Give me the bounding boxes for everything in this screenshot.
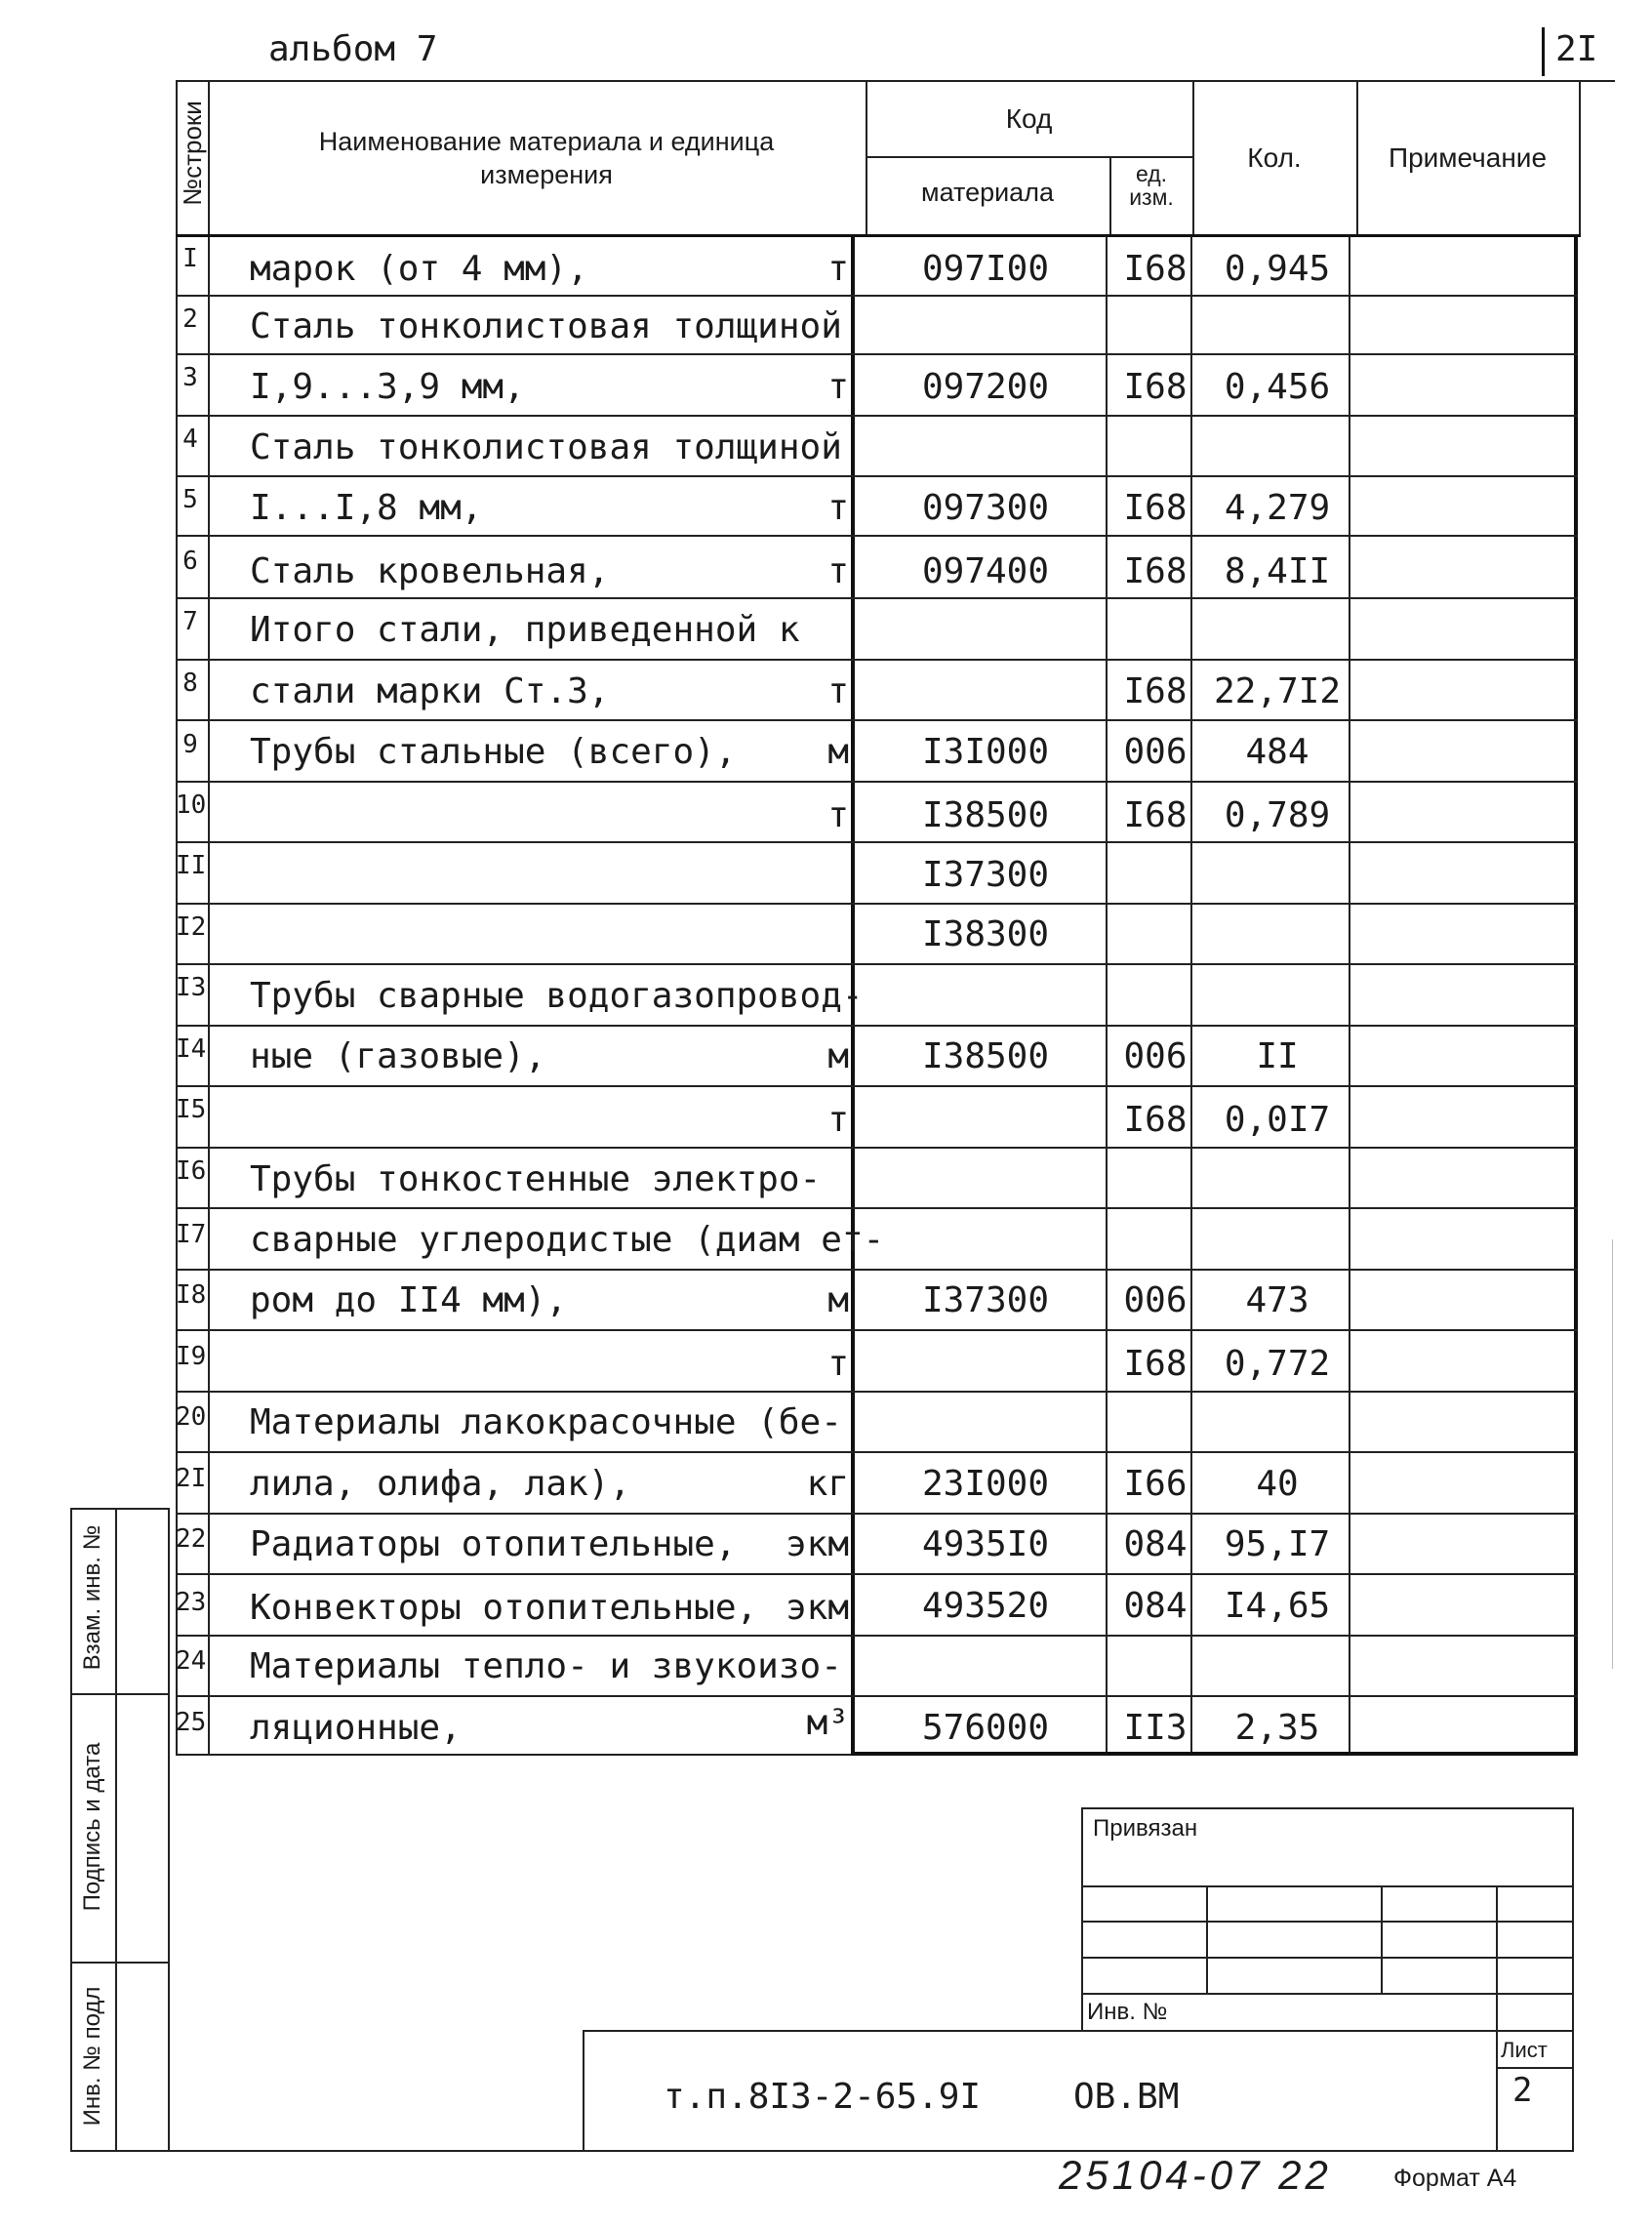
material-name: лила, олифа, лак),: [250, 1464, 631, 1504]
title-block-inner: [1206, 1885, 1208, 1993]
kod-header: Код: [1005, 103, 1053, 134]
material-code: I38300: [921, 914, 1050, 954]
material-code: I38500: [921, 795, 1050, 835]
quantity: 8,4II: [1224, 551, 1331, 591]
material-unit: т: [827, 249, 849, 289]
material-unit: т: [827, 795, 849, 835]
quantity: II: [1256, 1036, 1299, 1076]
inv-podl-label: Инв. № подл: [79, 1986, 105, 2127]
quantity: 0,789: [1224, 795, 1331, 835]
kod-material-header: материала: [921, 178, 1054, 207]
format-label: Формат А4: [1393, 2165, 1517, 2192]
quantity: 0,772: [1224, 1344, 1331, 1384]
unit-code: 006: [1123, 1280, 1188, 1320]
unit-code: 006: [1123, 1036, 1188, 1076]
material-code: 097300: [921, 488, 1050, 528]
material-name: ные (газовые),: [250, 1036, 546, 1076]
title-block-inner: [1381, 1885, 1383, 1993]
row-number: I4: [176, 1034, 207, 1064]
material-code: 097I00: [921, 249, 1050, 289]
material-name: I,9...3,9 мм,: [250, 367, 525, 407]
unit-code: 084: [1123, 1524, 1188, 1564]
row-line: [176, 1147, 1578, 1149]
quantity: 2,35: [1234, 1708, 1320, 1748]
row-line: [176, 1329, 1578, 1331]
row-number: I9: [176, 1342, 207, 1371]
material-unit: м: [827, 1280, 849, 1320]
table-top-border: [176, 80, 1581, 82]
side-stamp-right: [168, 1508, 170, 2152]
material-unit: т: [827, 1100, 849, 1140]
row-line: [176, 295, 1578, 297]
row-number: I5: [176, 1095, 207, 1124]
list-number: 2: [1512, 2071, 1533, 2110]
header-bottom-line: [176, 234, 1581, 237]
unit-code: I68: [1123, 1100, 1188, 1140]
material-name: Сталь кровельная,: [250, 551, 610, 591]
title-block-line: [1081, 1957, 1574, 1959]
rownum-divider: [208, 80, 210, 1754]
row-number: 5: [182, 485, 198, 514]
side-stamp-line: [70, 1693, 170, 1695]
quantity: 473: [1245, 1280, 1310, 1320]
row-line: [176, 1391, 1578, 1393]
podpis-data-label: Подпись и дата: [79, 1742, 105, 1912]
row-line: [176, 1513, 1578, 1515]
table-bottom-left: [176, 1754, 851, 1756]
row-line: [176, 1635, 1578, 1637]
row-number: II: [176, 851, 207, 880]
name-header: Наименование материала и единица измерения: [318, 127, 775, 189]
material-code: 493520: [921, 1586, 1050, 1626]
material-name: Материалы тепло- и звукоизо-: [250, 1646, 842, 1686]
material-unit: м: [827, 1036, 849, 1076]
unit-code: I68: [1123, 1344, 1188, 1384]
stamp-left-line: [583, 2030, 584, 2152]
row-number: I2: [176, 912, 207, 942]
row-line: [176, 1695, 1578, 1697]
side-stamp-bottom: [70, 2150, 1573, 2152]
row-line: [176, 963, 1578, 965]
material-name: Конвекторы отопительные,: [250, 1588, 758, 1628]
unit-code: 006: [1123, 732, 1188, 772]
handwritten-number: 25104-07 22: [1059, 2152, 1332, 2198]
unit-code: I68: [1123, 249, 1188, 289]
material-unit: м³: [806, 1703, 849, 1743]
row-number: 2I: [176, 1464, 207, 1493]
row-number: 7: [182, 607, 198, 636]
title-block-top: [1081, 1807, 1574, 1809]
table-right-thick: [1574, 236, 1578, 1754]
material-unit: т: [827, 367, 849, 407]
row-number: I8: [176, 1280, 207, 1310]
row-line: [176, 597, 1578, 599]
quantity: 95,I7: [1224, 1524, 1331, 1564]
title-block-line: [1081, 1885, 1574, 1887]
material-code: I3I000: [921, 732, 1050, 772]
row-line: [176, 1085, 1578, 1087]
unit-code: I68: [1123, 671, 1188, 711]
row-number: 8: [182, 668, 198, 698]
row-line: [176, 415, 1578, 417]
row-number: 3: [182, 363, 198, 392]
album-label: альбом 7: [268, 29, 438, 69]
code-divider: [1109, 156, 1111, 236]
row-number: 2: [182, 304, 198, 334]
side-stamp-left: [70, 1508, 72, 2152]
qty-header: Кол.: [1247, 142, 1302, 173]
sheet-number: 2I: [1555, 29, 1598, 69]
material-unit: экм: [785, 1588, 849, 1628]
row-line: [176, 781, 1578, 783]
material-name: Радиаторы отопительные,: [250, 1524, 737, 1564]
material-unit: т: [827, 488, 849, 528]
title-block-line: [1081, 1993, 1574, 1995]
unit-code: I68: [1123, 551, 1188, 591]
scan-mark: [1612, 1239, 1613, 1669]
row-number: 6: [182, 547, 198, 576]
material-code: 4935I0: [921, 1524, 1050, 1564]
doc-code: т.п.8I3-2-65.9I: [664, 2077, 982, 2117]
row-line: [176, 659, 1578, 661]
material-name: Сталь тонколистовая толщиной: [250, 306, 842, 346]
title-block-line: [1081, 1921, 1574, 1923]
material-code: 097200: [921, 367, 1050, 407]
material-unit: т: [827, 551, 849, 591]
unit-code: I68: [1123, 488, 1188, 528]
unit-code: I68: [1123, 795, 1188, 835]
unit-code: 084: [1123, 1586, 1188, 1626]
quantity: 22,7I2: [1213, 671, 1342, 711]
row-line: [176, 535, 1578, 537]
privyazan-label: Привязан: [1093, 1815, 1198, 1842]
inv-no-label: Инв. №: [1087, 1999, 1168, 2025]
unit-code: I68: [1123, 367, 1188, 407]
kod-subheader-line: [866, 156, 1192, 158]
material-code: 576000: [921, 1708, 1050, 1748]
material-unit: т: [827, 671, 849, 711]
note-right-border: [1579, 80, 1581, 236]
row-number: I6: [176, 1156, 207, 1186]
row-number: I: [182, 244, 198, 273]
material-name: Трубы тонкостенные электро-: [250, 1159, 822, 1199]
material-unit: м: [827, 732, 849, 772]
row-number: I7: [176, 1220, 207, 1249]
row-line: [176, 1451, 1578, 1453]
material-name: ляционные,: [250, 1708, 462, 1748]
quantity: 0,945: [1224, 249, 1331, 289]
title-block-left-upper: [1081, 1807, 1083, 2030]
row-number-header: №строки: [178, 101, 207, 206]
row-line: [176, 1025, 1578, 1027]
stamp-top-line: [583, 2030, 1574, 2032]
material-name: Трубы стальные (всего),: [250, 732, 737, 772]
material-name: Материалы лакокрасочные (бе-: [250, 1402, 842, 1442]
material-name: сварные углеродистые (диам ет-: [250, 1220, 885, 1260]
quantity: 484: [1245, 732, 1310, 772]
row-line: [176, 841, 1578, 843]
unit-code: I66: [1123, 1464, 1188, 1504]
material-code: I37300: [921, 1280, 1050, 1320]
row-number: 23: [176, 1588, 207, 1617]
material-code: I38500: [921, 1036, 1050, 1076]
material-code: 097400: [921, 551, 1050, 591]
stamp-list-divider: [1496, 2030, 1498, 2152]
row-number: 10: [176, 790, 207, 820]
material-name: Трубы сварные водогазопровод-: [250, 976, 864, 1016]
table-bottom-thick: [851, 1752, 1578, 1756]
doc-mark: ОВ.ВМ: [1073, 2077, 1180, 2117]
row-line: [176, 1207, 1578, 1209]
row-number: 22: [176, 1524, 207, 1554]
row-number: I3: [176, 973, 207, 1002]
row-line: [176, 1573, 1578, 1575]
material-unit: т: [827, 1344, 849, 1384]
row-line: [176, 1269, 1578, 1271]
side-stamp-divider: [115, 1508, 117, 2152]
material-name: I...I,8 мм,: [250, 488, 483, 528]
list-label: Лист: [1501, 2038, 1548, 2062]
row-number: 20: [176, 1402, 207, 1432]
um-column-left: [1106, 236, 1108, 1754]
quantity: 40: [1256, 1464, 1299, 1504]
material-code: I37300: [921, 855, 1050, 895]
kod-unit-header: ед. изм.: [1129, 161, 1174, 210]
stamp-list-line: [1496, 2067, 1574, 2069]
stamp-right-line: [1572, 1807, 1574, 2152]
quantity: 4,279: [1224, 488, 1331, 528]
row-number: 9: [182, 730, 198, 759]
material-name: Сталь тонколистовая толщиной: [250, 427, 842, 467]
row-line: [176, 903, 1578, 905]
material-unit: экм: [785, 1524, 849, 1564]
material-code: 23I000: [921, 1464, 1050, 1504]
material-unit: кг: [806, 1464, 849, 1504]
material-name: марок (от 4 мм),: [250, 249, 588, 289]
quantity: I4,65: [1224, 1586, 1331, 1626]
note-header: Примечание: [1388, 142, 1548, 173]
material-name: Итого стали, приведенной к: [250, 610, 800, 650]
row-line: [176, 719, 1578, 721]
row-number: 4: [182, 425, 198, 454]
row-line: [176, 475, 1578, 477]
row-number: 24: [176, 1646, 207, 1676]
sheet-number-divider: [1542, 27, 1545, 76]
title-block-inner: [1496, 1885, 1498, 2030]
unit-code: II3: [1123, 1708, 1188, 1748]
quantity: 0,456: [1224, 367, 1331, 407]
row-number: 25: [176, 1708, 207, 1737]
vzam-inv-label: Взам. инв. №: [79, 1524, 105, 1671]
quantity: 0,0I7: [1224, 1100, 1331, 1140]
row-line: [176, 353, 1578, 355]
material-name: ром до II4 мм),: [250, 1280, 568, 1320]
material-name: стали марки Ст.3,: [250, 671, 610, 711]
